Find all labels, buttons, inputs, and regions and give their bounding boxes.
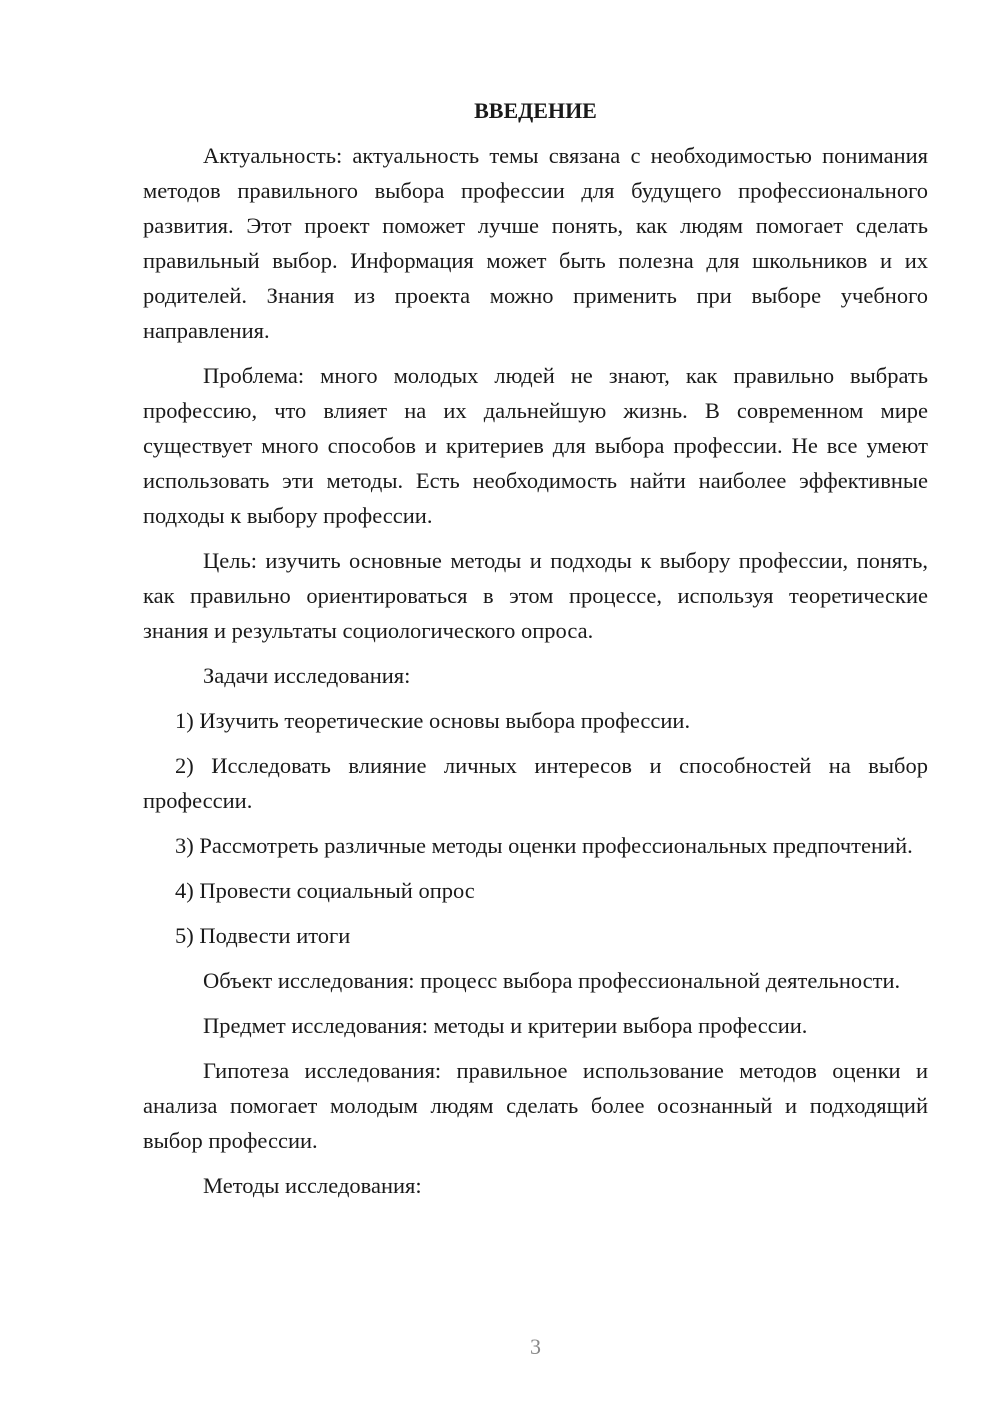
goal-paragraph: Цель: изучить основные методы и подходы к выбору профессии, понять, как правильно ориентироваться в этом процессе, используя теоретические знания и результаты социологического опроса.: [143, 548, 928, 643]
task-item: 5) Подвести итоги: [175, 923, 351, 948]
page-content: [143, 93, 928, 1213]
subject-paragraph: Предмет исследования: методы и критерии выбора профессии.: [203, 1013, 808, 1038]
section-title: ВВЕДЕНИЕ: [474, 98, 597, 123]
problem-paragraph: Проблема: много молодых людей не знают, как правильно выбрать профессию, что влияет на их дальнейшую жизнь. В современном мире существует много способов и критериев для выбора профессии. Не все умеют использовать эти методы. Есть необходимость найти наиболее эффективные подходы к выбору профессии.: [143, 363, 928, 528]
methods-heading: Методы исследования:: [203, 1173, 422, 1198]
task-item: 4) Провести социальный опрос: [175, 878, 475, 903]
task-item: 1) Изучить теоретические основы выбора профессии.: [175, 708, 691, 733]
relevance-paragraph: Актуальность: актуальность темы связана с необходимостью понимания методов правильного выбора профессии для будущего профессионального развития. Этот проект поможет лучше понять, как людям помогает сделать правильный выбор. Информация может быть полезна для школьников и их родителей. Знания из проекта можно применить при выборе учебного направления.: [143, 143, 928, 343]
task-item: 2) Исследовать влияние личных интересов и способностей на выбор профессии.: [143, 753, 928, 813]
page-number: 3: [530, 1334, 541, 1359]
object-paragraph: Объект исследования: процесс выбора профессиональной деятельности.: [203, 968, 901, 993]
task-item: 3) Рассмотреть различные методы оценки профессиональных предпочтений.: [175, 833, 913, 858]
tasks-list: [143, 703, 928, 953]
tasks-heading: Задачи исследования:: [203, 663, 411, 688]
hypothesis-paragraph: Гипотеза исследования: правильное использование методов оценки и анализа помогает молодым людям сделать более осознанный и подходящий выбор профессии.: [143, 1058, 928, 1153]
